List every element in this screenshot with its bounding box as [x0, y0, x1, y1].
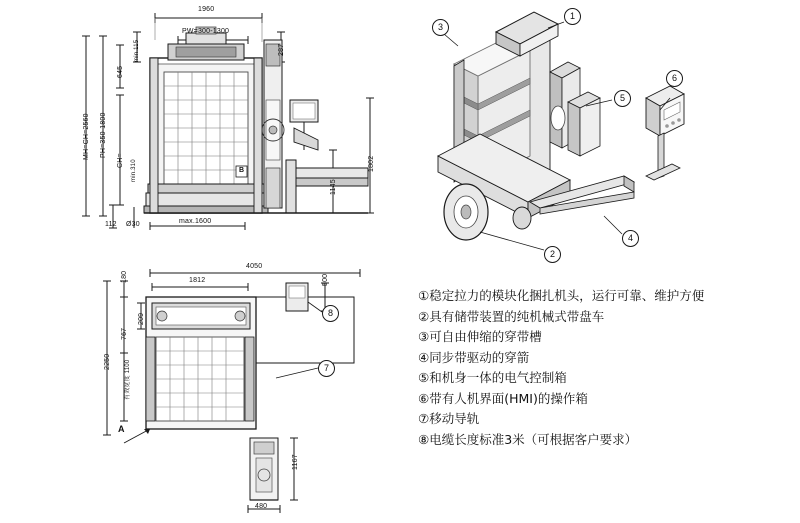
legend-item-2: ②具有储带装置的纯机械式带盘车: [418, 308, 605, 324]
dim-min-head: min.115: [134, 39, 140, 62]
callout-6: 6: [666, 70, 683, 87]
callout-5: 5: [614, 90, 631, 107]
legend-item-5: ⑤和机身一体的电气控制箱: [418, 370, 567, 385]
dim-pass-height: PH=350-1800: [100, 112, 107, 158]
dim-roller-dia: Ø30: [126, 221, 140, 228]
dim-overall-length: 4050: [246, 263, 263, 270]
callout-3: 3: [432, 19, 449, 36]
callout-8: 8: [322, 305, 339, 322]
dim-ch: CH=: [117, 153, 124, 168]
dim-mid-depth: 767: [121, 327, 128, 340]
legend-item-6: ⑥带有人机界面(HMI)的操作箱: [418, 390, 588, 406]
dim-top-right: 287: [278, 43, 285, 56]
dim-overall-width: 1960: [198, 6, 215, 13]
isometric-machine-view: [418, 6, 790, 276]
legend-item-8: ⑧电缆长度标准3米（可根据客户要求）: [418, 431, 638, 447]
dim-machine-height: MH=CH=2560: [83, 113, 90, 160]
callout-7: 7: [318, 360, 335, 377]
dim-handle-depth: 有效宽度 1100: [125, 359, 131, 400]
dim-fork-height: 1145: [330, 179, 337, 195]
legend-item-7: ⑦移动导轨: [418, 411, 480, 426]
dim-column-height: 1167: [292, 454, 299, 470]
detail-mark-a: A: [118, 424, 125, 434]
dim-inner-length: 1812: [189, 277, 206, 284]
dim-pallet-width: PW=300-1300: [182, 28, 230, 35]
dim-right-height: 1802: [368, 155, 375, 172]
dim-strap-depth: 209: [138, 312, 145, 325]
dim-max-depth: max.1600: [179, 218, 212, 225]
section-mark-b: B: [239, 167, 245, 174]
callout-4: 4: [622, 230, 639, 247]
dim-ch-min: min.310: [131, 159, 137, 182]
callout-1: 1: [564, 8, 581, 25]
callout-2: 2: [544, 246, 561, 263]
dim-column-width: 480: [255, 503, 268, 510]
legend-item-4: ④同步带驱动的穿箭: [418, 349, 530, 365]
dim-panel-width: 500: [322, 273, 329, 286]
legend-item-3: ③可自由伸缩的穿带槽: [418, 329, 542, 344]
dim-total-depth: 2250: [104, 353, 111, 370]
legend-list: [418, 286, 790, 450]
dim-base-height: 112: [105, 221, 117, 228]
dim-head-height: 645: [117, 65, 124, 78]
dim-front-offset: 180: [121, 270, 128, 283]
legend-item-1: ①稳定拉力的模块化捆扎机头，运行可靠、维护方便: [418, 288, 705, 303]
